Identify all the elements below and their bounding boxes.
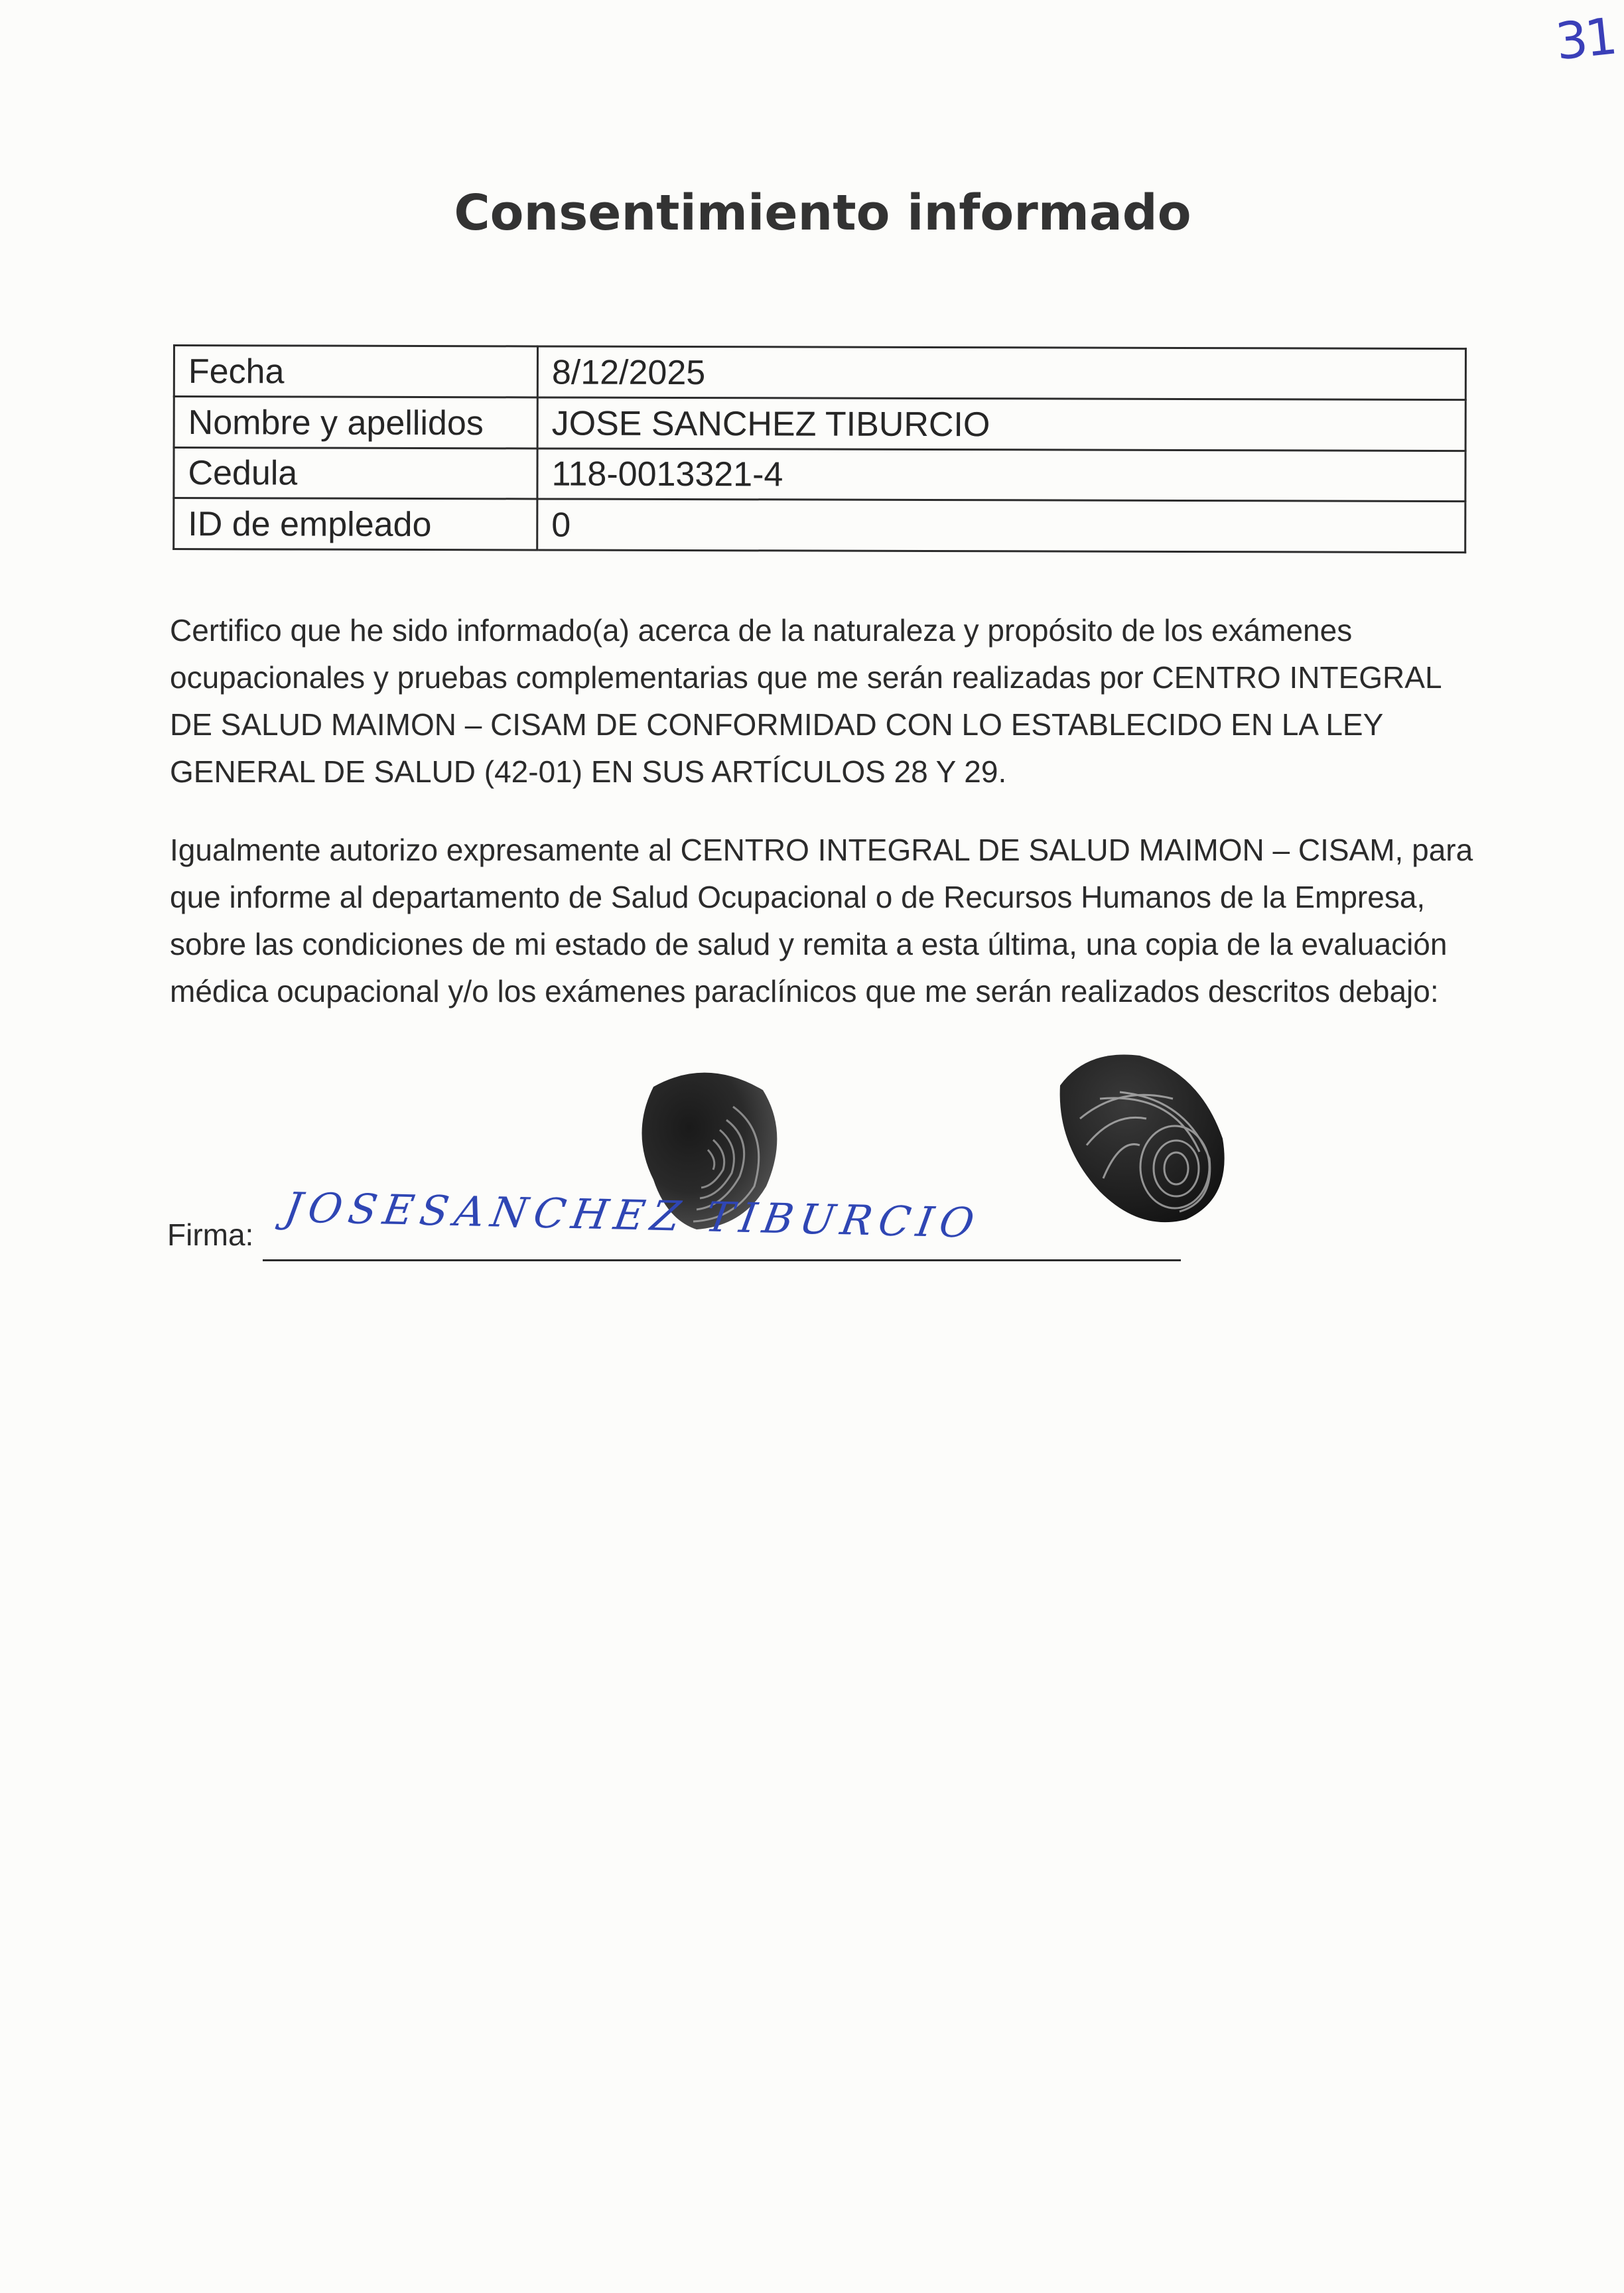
certification-paragraph: Certifico que he sido informado(a) acerca de la naturaleza y propósito de los exámenes ocupacionales y pruebas complementarias que me serán realizadas por CENTRO INTEGRAL DE SALUD MAIMON – CISAM DE CONFORMIDAD CON LO ESTABLECIDO EN LA LEY GENERAL DE SALUD (42-01) EN SUS ARTÍCULOS 28 Y 29.	[170, 613, 1441, 789]
employee-info-table	[172, 344, 1467, 553]
right-fingerprint-icon	[1040, 1046, 1239, 1231]
id-empleado-value: 0	[537, 499, 1465, 552]
nombre-value: JOSE SANCHEZ TIBURCIO	[537, 397, 1465, 451]
firma-label: Firma:	[167, 1217, 254, 1252]
fecha-value: 8/12/2025	[537, 346, 1465, 399]
nombre-label: Nombre y apellidos	[174, 396, 537, 448]
cedula-label: Cedula	[174, 447, 537, 499]
signature-line	[263, 1259, 1181, 1261]
authorization-paragraph: Igualmente autorizo expresamente al CENTRO INTEGRAL DE SALUD MAIMON – CISAM, para que informe al departamento de Salud Ocupacional o de Recursos Humanos de la Empresa, sobre las condiciones de mi estado de salud y remita a esta última, una copia de la evaluación médica ocupacional y/o los exámenes paraclínicos que me serán realizados descritos debajo:	[170, 833, 1473, 1008]
table-row	[174, 396, 1465, 451]
cedula-value: 118-0013321-4	[537, 448, 1465, 501]
id-empleado-label: ID de empleado	[174, 498, 537, 550]
document-title: Consentimiento informado	[454, 184, 1191, 242]
table-row	[174, 498, 1465, 553]
handwritten-page-number: 31	[1552, 6, 1618, 72]
handwritten-signature: JOSESANCHEZ TIBURCIO	[281, 1183, 984, 1247]
table-row	[174, 346, 1465, 400]
table-row	[174, 447, 1465, 502]
fecha-label: Fecha	[174, 346, 537, 397]
